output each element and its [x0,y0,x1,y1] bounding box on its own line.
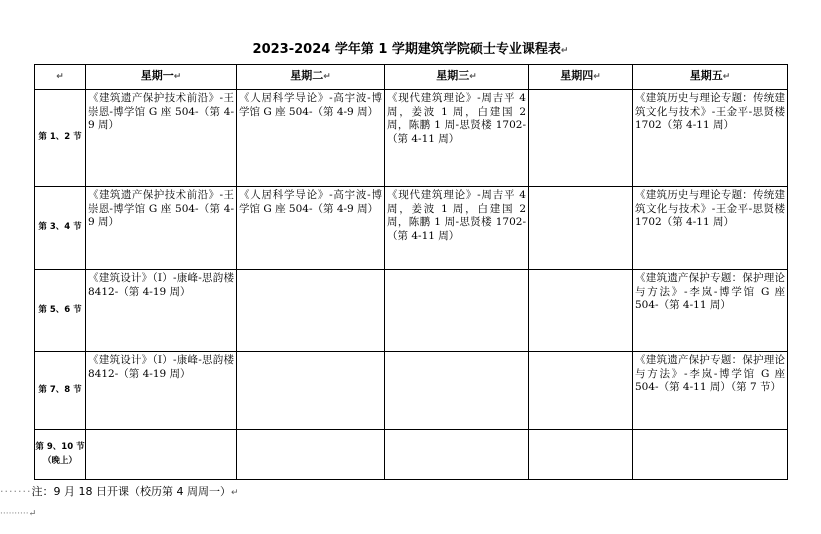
day-header: 星期二↵ [237,65,385,90]
title-text: 2023-2024 学年第 1 学期建筑学院硕士专业课程表 [252,42,561,57]
course-cell: 《建筑遗产保护技术前沿》-王崇恩-博学馆 G 座 504-（第 4-9 周） [86,90,237,187]
day-header: 星期三↵ [385,65,529,90]
course-cell: 《建筑设计》（I）-康峰-思韵楼 8412-（第 4-19 周） [86,352,237,430]
course-cell [385,430,529,480]
dot-leader: ······· [0,485,32,498]
course-cell: 《人居科学导论》-高宇波-博学馆 G 座 504-（第 4-9 周） [237,90,385,187]
course-cell [633,430,788,480]
period-row [35,90,788,187]
course-cell [529,430,633,480]
course-cell [86,430,237,480]
period-label: 第 5、6 节 [35,270,86,352]
dot-leader: ·········· [0,509,29,519]
footnote: ·······注：9 月 18 日开课（校历第 4 周周一）↵ [0,485,239,498]
course-cell: 《建筑历史与理论专题：传统建筑文化与技术》-王金平-思贤楼 1702（第 4-11 周） [633,187,788,270]
period-label: 第 7、8 节 [35,352,86,430]
course-cell: 《建筑遗产保护技术前沿》-王崇恩-博学馆 G 座 504-（第 4-9 周） [86,187,237,270]
course-cell: 《建筑遗产保护专题：保护理论与方法》-李岚-博学馆 G 座 504-（第 4-11 周） [633,270,788,352]
course-cell: 《人居科学导论》-高宇波-博学馆 G 座 504-（第 4-9 周） [237,187,385,270]
schedule-table [34,64,788,480]
period-row [35,352,788,430]
corner-cell: ↵ [35,65,86,90]
period-label: 第 1、2 节 [35,90,86,187]
period-label: 第 3、4 节 [35,187,86,270]
footnote-text: 注：9 月 18 日开课（校历第 4 周周一） [31,485,231,498]
course-cell [529,270,633,352]
course-cell [529,187,633,270]
course-cell: 《现代建筑理论》-周吉平 4 周，姜波 1 周，白建国 2 周，陈鹏 1 周-思贤楼 1702-（第 4-11 周） [385,90,529,187]
day-header: 星期四↵ [529,65,633,90]
header-row [35,65,788,90]
course-cell: 《现代建筑理论》-周吉平 4 周，姜波 1 周，白建国 2 周，陈鹏 1 周-思贤楼 1702-（第 4-11 周） [385,187,529,270]
course-cell [385,352,529,430]
period-row [35,270,788,352]
paragraph-mark: ↵ [560,46,569,56]
course-cell: 《建筑遗产保护专题：保护理论与方法》-李岚-博学馆 G 座 504-（第 4-11 周）（第 7 节） [633,352,788,430]
course-cell [237,430,385,480]
day-header: 星期五↵ [633,65,788,90]
course-cell: 《建筑历史与理论专题：传统建筑文化与技术》-王金平-思贤楼 1702（第 4-11 周） [633,90,788,187]
period-row [35,187,788,270]
page-title [0,38,821,57]
course-cell [237,270,385,352]
trailing-paragraph: ··········↵ [0,509,37,519]
period-label: 第 9、10 节（晚上） [35,430,86,480]
course-cell [385,270,529,352]
period-row [35,430,788,480]
course-cell: 《建筑设计》（I）-康峰-思韵楼 8412-（第 4-19 周） [86,270,237,352]
course-cell [237,352,385,430]
course-cell [529,90,633,187]
day-header: 星期一↵ [86,65,237,90]
course-cell [529,352,633,430]
